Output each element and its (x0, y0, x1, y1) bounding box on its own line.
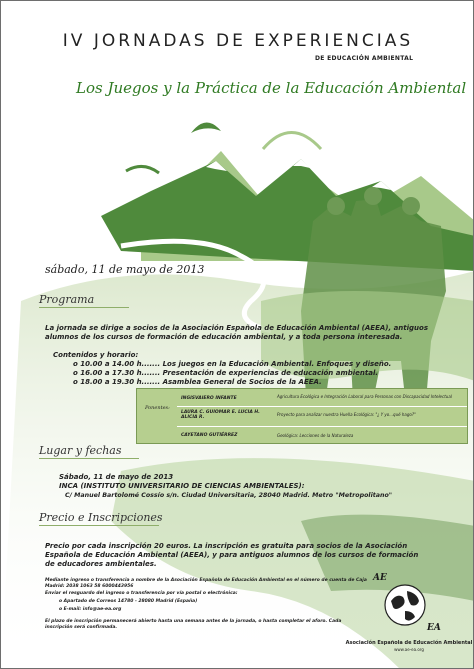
presenter-topic: Proyecto para analizar nuestra Huella Ecológica: "¿ Y yo...qué hago?" (277, 412, 416, 417)
schedule-item: o 16.00 a 17.30 h....... Presentación de experiencias de educación ambiental. (73, 369, 379, 377)
presenter-name: CAYETANO GUTIÉRREZ (181, 433, 238, 438)
schedule-item: o 18.00 a 19.30 h....... Asamblea General de Socios de la AEEA. (73, 378, 322, 386)
globe-icon (383, 583, 427, 627)
table-divider (177, 426, 467, 427)
bird-icon (191, 122, 221, 133)
aeea-logo (371, 573, 451, 639)
presenters-label: Ponentes: (145, 405, 170, 411)
deadline-text: El plazo de inscripción permanecerá abierto hasta una semana antes de la jornada, o hasta completar el aforo. Cada inscripción será confirmada. (45, 619, 342, 630)
programa-contents-label: Contenidos y horario: (53, 351, 139, 359)
payment-line: Enviar el resguardo del ingreso o transferencia por vía postal o electrónica: (45, 591, 238, 596)
sun-icon (263, 133, 321, 150)
presenter-name: LAURA C. GUIOMAR E. LUCIA H. ALICIA R. (181, 410, 260, 420)
payment-line: Mediante ingreso o transferencia a nombre de la Asociación Española de Educación Ambiental en el número de cuenta de Caja Madrid: 2038 1063 58 6000443956 (45, 578, 367, 589)
lugar-line: C/ Manuel Bartolomé Cossío s/n. Ciudad Universitaria, 28040 Madrid. Metro "Metropolitano" (65, 492, 393, 499)
presenter-topic: Geológica: Lecciones de la Naturaleza (277, 433, 354, 438)
page-subtitle: Los Juegos y la Práctica de la Educación Ambiental (76, 79, 467, 97)
programa-heading: Programa (39, 293, 95, 306)
page-subtitle-small: DE EDUCACIÓN AMBIENTAL (315, 55, 414, 62)
schedule-item: o 10.00 a 14.00 h....... Los juegos en la Educación Ambiental. Enfoques y diseño. (73, 360, 392, 368)
logo-letters-bottom: EA (427, 623, 441, 633)
presenter-topic: Agricultura Ecológica e Integración Laboral para Personas con Discapacidad Intelectual (277, 394, 452, 399)
precio-main: Precio por cada inscripción 20 euros. La inscripción es gratuita para socios de la Asociación Española de Educación Ambiental (AEEA), y para antiguos alumnos de los cursos de formación de educadores ambientales. (45, 542, 419, 568)
lugar-line: Sábado, 11 de mayo de 2013 (59, 473, 174, 481)
payment-line: o Apartado de Correos 14780 - 28080 Madrid (España) (59, 599, 198, 604)
page-title: IV JORNADAS DE EXPERIENCIAS (62, 31, 414, 51)
precio-divider (39, 525, 159, 526)
lugar-heading: Lugar y fechas (39, 444, 122, 457)
logo-url: www.ae-ea.org (394, 647, 424, 652)
table-divider (177, 406, 467, 407)
logo-org-name: Asociación Española de Educación Ambiental (345, 640, 473, 646)
lugar-divider (39, 458, 139, 459)
payment-line: o E-mail: info@ae-ea.org (59, 607, 122, 612)
presenters-table (136, 388, 468, 444)
lugar-line: INCA (INSTITUTO UNIVERSITARIO DE CIENCIAS AMBIENTALES): (59, 482, 305, 490)
bird-icon (126, 166, 159, 173)
precio-heading: Precio e Inscripciones (39, 511, 163, 524)
presenter-name: INGISVAIERO INFANTE (181, 396, 237, 401)
logo-letters-top: AE (373, 573, 387, 583)
programa-intro: La jornada se dirige a socios de la Asociación Española de Educación Ambiental (AEEA), antiguos alumnos de los cursos de formación de educación ambiental, y a toda persona interesada. (45, 324, 428, 341)
event-date: sábado, 11 de mayo de 2013 (45, 263, 205, 276)
programa-divider (39, 307, 129, 308)
